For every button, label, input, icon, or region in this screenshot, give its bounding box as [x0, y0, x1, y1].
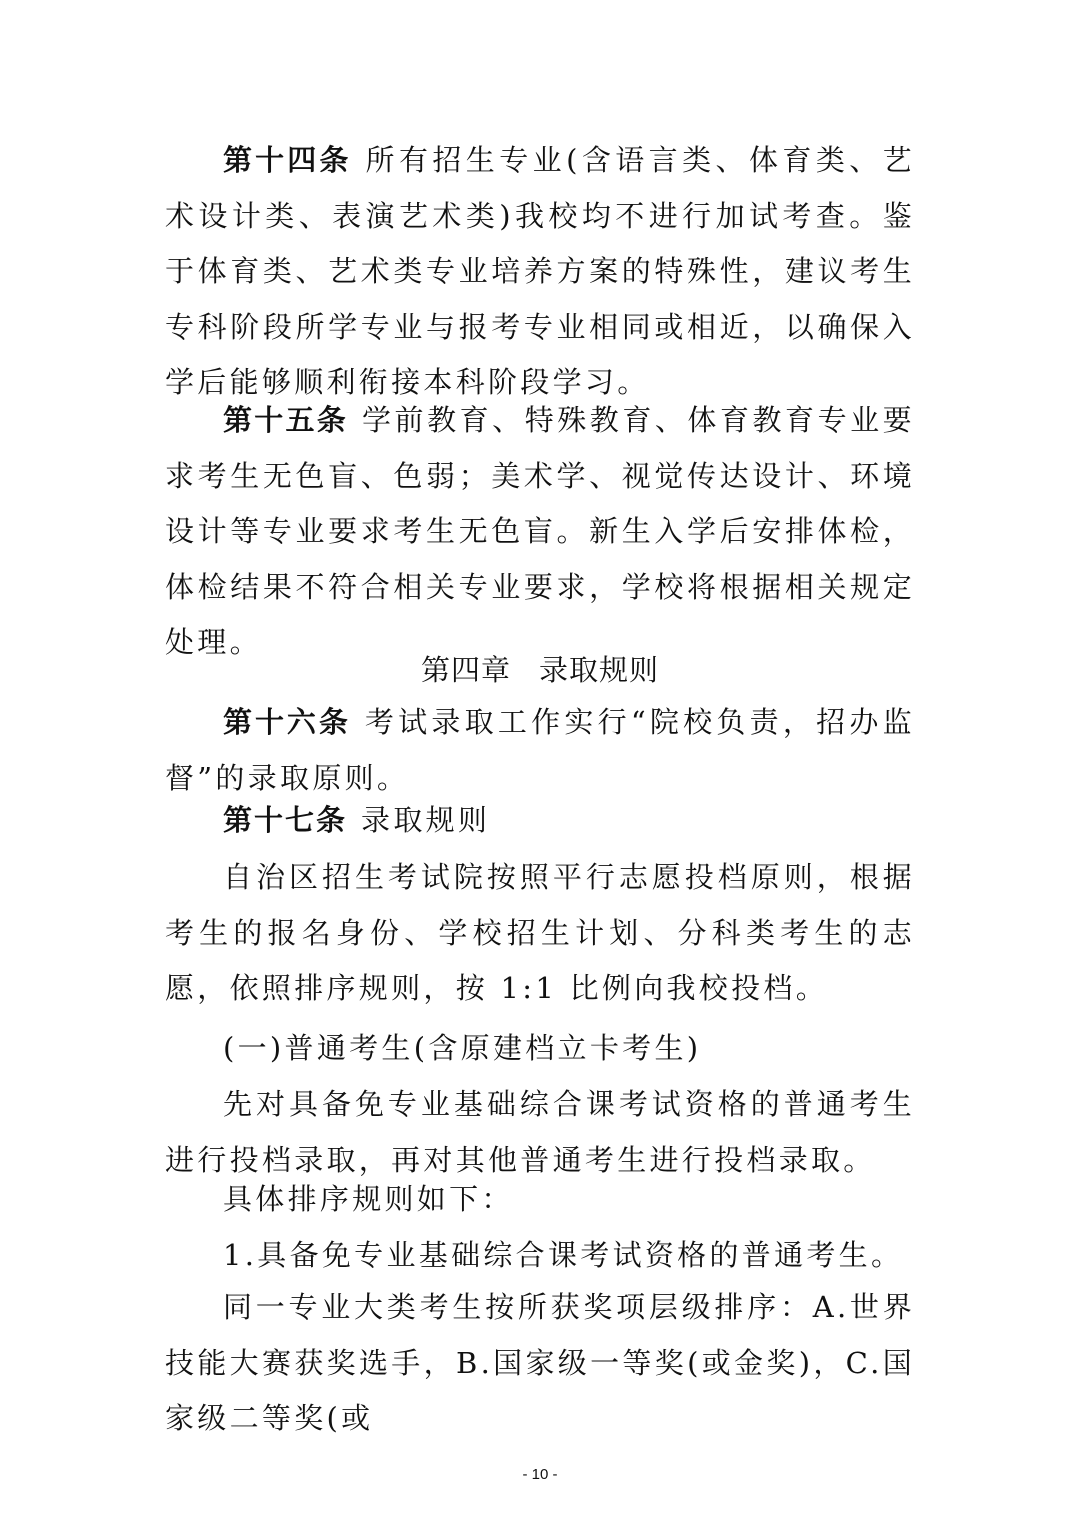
chapter-heading — [0, 643, 1080, 698]
article-15-label: 第十五条 — [223, 403, 348, 437]
article-17 — [165, 793, 915, 849]
article-16-label: 第十六条 — [223, 705, 351, 739]
article-14-text: 所有招生专业(含语言类、体育类、艺术设计类、表演艺术类)我校均不进行加试考查。鉴于体育类、艺术类专业培养方案的特殊性，建议考生专科阶段所学专业与报考专业相同或相近，以确保入学后能够顺利衔接本科阶段学习。 — [165, 143, 915, 399]
paragraph-rule-1: 1.具备免专业基础综合课考试资格的普通考生。 — [223, 1238, 904, 1272]
paragraph-allocation: 自治区招生考试院按照平行志愿投档原则，根据考生的报名身份、学校招生计划、分科类考生的志愿，依照排序规则，按 1:1 比例向我校投档。 — [165, 860, 915, 1005]
article-17-label: 第十七条 — [223, 803, 348, 837]
paragraph-award-ranking: 同一专业大类考生按所获奖项层级排序：A.世界技能大赛获奖选手，B.国家级一等奖(或金奖)，C.国家级二等奖(或 — [165, 1290, 915, 1435]
article-16-text: 考试录取工作实行“院校负责，招办监督”的录取原则。 — [165, 705, 915, 795]
chapter-number: 第四章 — [420, 653, 511, 687]
chapter-title: 录取规则 — [539, 653, 660, 687]
article-15 — [165, 393, 915, 671]
article-15-text: 学前教育、特殊教育、体育教育专业要求考生无色盲、色弱；美术学、视觉传达设计、环境设计等专业要求考生无色盲。新生入学后安排体检，体检结果不符合相关专业要求，学校将根据相关规定处理。 — [165, 403, 915, 659]
article-16 — [165, 695, 915, 806]
article-17-text: 录取规则 — [361, 803, 491, 837]
article-14-label: 第十四条 — [223, 143, 352, 177]
article-14 — [165, 133, 915, 411]
paragraph-order: 先对具备免专业基础综合课考试资格的普通考生进行投档录取，再对其他普通考生进行投档录取。 — [165, 1087, 915, 1177]
paragraph-section-one: (一)普通考生(含原建档立卡考生) — [223, 1031, 702, 1065]
paragraph-rules-intro: 具体排序规则如下： — [223, 1182, 514, 1216]
page-number: - 10 - — [522, 1466, 558, 1483]
